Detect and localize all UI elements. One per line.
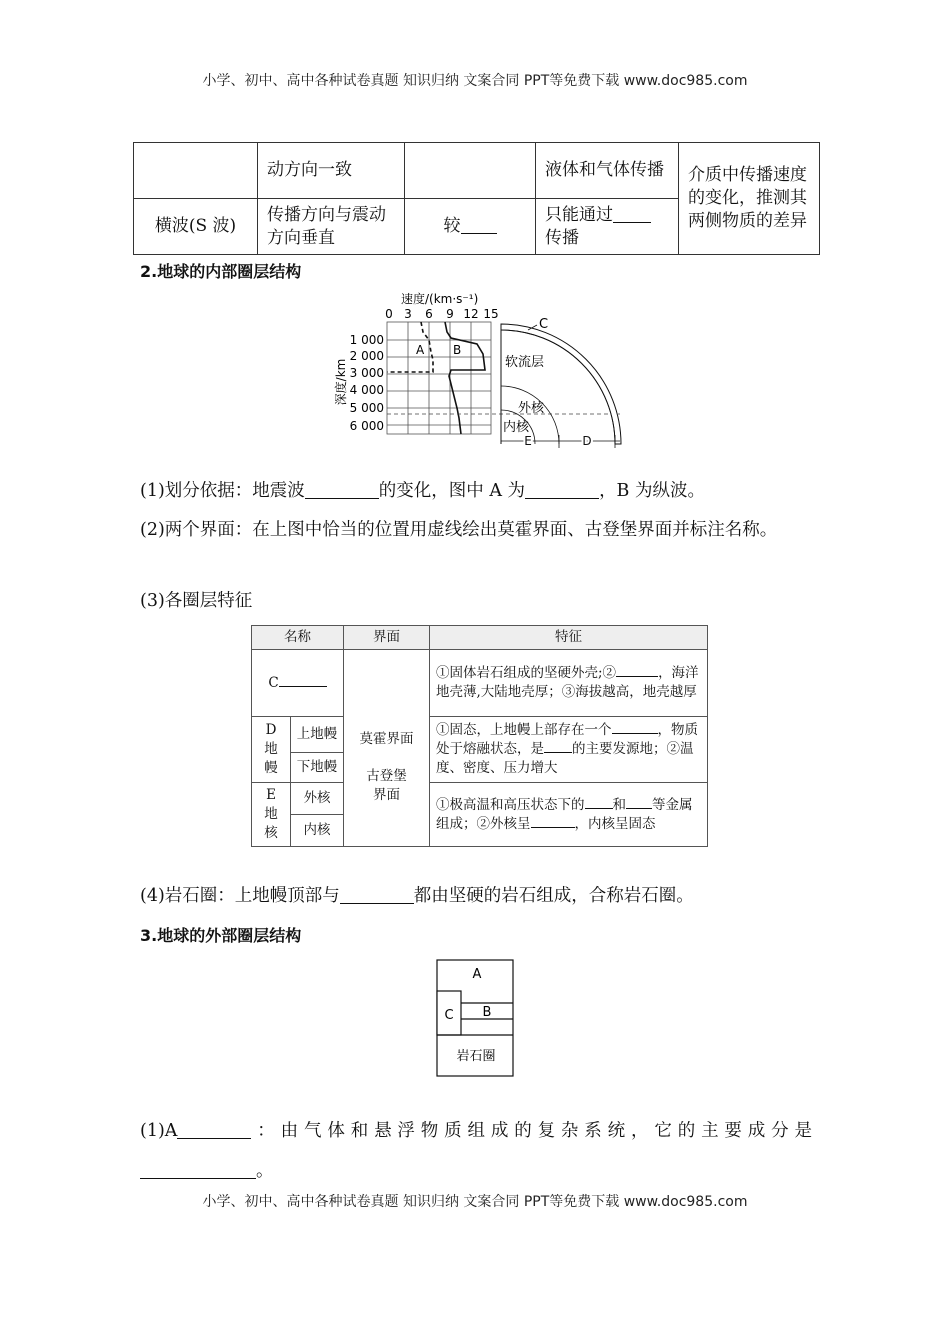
cell-text: ①固态，上地幔上部存在一个 [436,722,612,738]
label-b: B [482,1005,492,1020]
label-c: C [444,1008,454,1023]
cell-text: ，物质处于熔融状态，是 [436,722,698,757]
depth-tick: 5 000 [349,401,384,415]
question-text: 。 [256,1161,274,1181]
section-3-title: 3.地球的外部圈层结构 [140,926,302,945]
outer-core-label: 外核 [518,401,545,416]
table-cell: 上地幔 [291,717,344,753]
curve-a-label: A [416,343,425,357]
fill-blank [177,1120,251,1139]
fill-blank [140,1160,256,1179]
table-header: 界面 [344,626,430,650]
speed-tick: 6 [425,307,433,321]
label-c: C [539,317,549,332]
cell-text: 传播 [545,227,579,248]
cell-text: ，内核呈固态 [574,815,656,832]
fill-blank [585,808,613,809]
gutenberg-label: 古登堡界面 [366,768,407,803]
cell-text: 的主要发源地；②温度、密度、压力增大 [436,741,694,776]
s-wave-curve [387,322,433,372]
chart-grid [387,322,491,434]
fill-blank [613,204,651,223]
fill-blank [340,885,414,904]
question-4 [140,879,812,913]
question-3: (3)各圈层特征 [140,591,253,611]
cell-text: C [268,674,279,691]
moho-label: 莫霍界面 [359,731,414,747]
table-cell [430,783,708,847]
page-header: 小学、初中、高中各种试卷真题 知识归纳 文案合同 PPT等免费下载 www.doc985.com [202,73,748,89]
cell-text: 只能通过 [545,204,613,225]
cell-text: 和 [612,796,626,813]
question-text: ，B 为纵波。 [599,481,705,501]
table-cell: 介质中传播速度的变化，推测其两侧物质的差异 [679,143,820,255]
depth-tick: 1 000 [349,333,384,347]
fill-blank [544,752,572,753]
table-cell [536,199,679,255]
cell-text: ①极高温和高压状态下的 [436,796,585,813]
asthenosphere-label: 软流层 [505,355,545,370]
speed-tick: 12 [463,307,479,321]
table-cell [252,650,344,717]
table-header: 特征 [430,626,708,650]
fill-blank [279,686,327,687]
question-1 [140,474,812,508]
depth-tick: 6 000 [349,419,384,433]
speed-tick: 0 [385,307,393,321]
table-cell [430,717,708,783]
depth-axis-label: 深度/km [334,358,348,406]
question-text: (4)岩石圈：上地幔顶部与 [140,886,340,906]
question-5-line-2 [140,1154,812,1188]
speed-tick: 3 [404,307,412,321]
table-cell: 内核 [291,815,344,847]
table-cell [405,199,536,255]
table-cell: 传播方向与震动方向垂直 [258,199,405,255]
depth-tick: 4 000 [349,383,384,397]
table-cell: 动方向一致 [258,143,405,199]
section-2-title: 2.地球的内部圈层结构 [140,262,302,281]
fill-blank [525,480,599,499]
table-cell: E 地 核 [252,783,291,847]
question-2: (2)两个界面：在上图中恰当的位置用虚线绘出莫霍界面、古登堡界面并标注名称。 [140,520,778,540]
table-cell: D 地 幔 [252,717,291,783]
inner-core-label: 内核 [503,420,530,435]
curve-b-label: B [453,343,462,357]
speed-tick: 9 [446,307,454,321]
exterior-spheres-figure [436,959,516,1079]
fill-blank [626,808,652,809]
table-cell [430,650,708,717]
cell-text: ①固体岩石组成的坚硬外壳;② [436,665,617,681]
p-wave-curve [445,322,485,434]
table-header: 名称 [252,626,344,650]
table-cell: 横波(S 波) [134,199,258,255]
cell-text: 较 [443,216,461,236]
table-cell: 外核 [291,783,344,815]
table-cell [344,650,430,847]
label-e: E [524,434,532,448]
question-5-line-1 [140,1114,812,1148]
fill-blank [305,480,379,499]
fill-blank [461,215,497,234]
label-a: A [472,967,482,982]
depth-tick: 2 000 [349,349,384,363]
fill-blank [612,733,658,734]
question-text: ：由气体和悬浮物质组成的复杂系统，它的主要成分是 [251,1121,812,1141]
lithosphere-label: 岩石圈 [456,1049,496,1064]
speed-axis-label: 速度/(km·s⁻¹) [401,292,479,306]
interior-structure-figure [325,290,630,450]
question-text: (1)A [140,1121,178,1141]
fill-blank [616,676,658,677]
depth-tick: 3 000 [349,366,384,380]
cell-text: 等金属组成；②外核呈 [436,796,693,832]
table-cell [134,143,258,199]
layer-feature-table [251,625,708,847]
page-footer: 小学、初中、高中各种试卷真题 知识归纳 文案合同 PPT等免费下载 www.doc985.com [202,1194,748,1210]
speed-tick: 15 [483,307,499,321]
label-d: D [582,434,592,448]
fill-blank [531,827,575,828]
seismic-wave-table [133,142,820,255]
table-cell [405,143,536,199]
table-cell: 液体和气体传播 [536,143,679,199]
table-cell: 下地幔 [291,753,344,783]
question-text: 都由坚硬的岩石组成，合称岩石圈。 [413,886,694,906]
question-text: (1)划分依据：地震波 [140,481,305,501]
cell-text: ，海洋地壳薄,大陆地壳厚；③海拔越高，地壳越厚 [436,665,699,700]
question-text: 的变化，图中 A 为 [378,481,526,501]
